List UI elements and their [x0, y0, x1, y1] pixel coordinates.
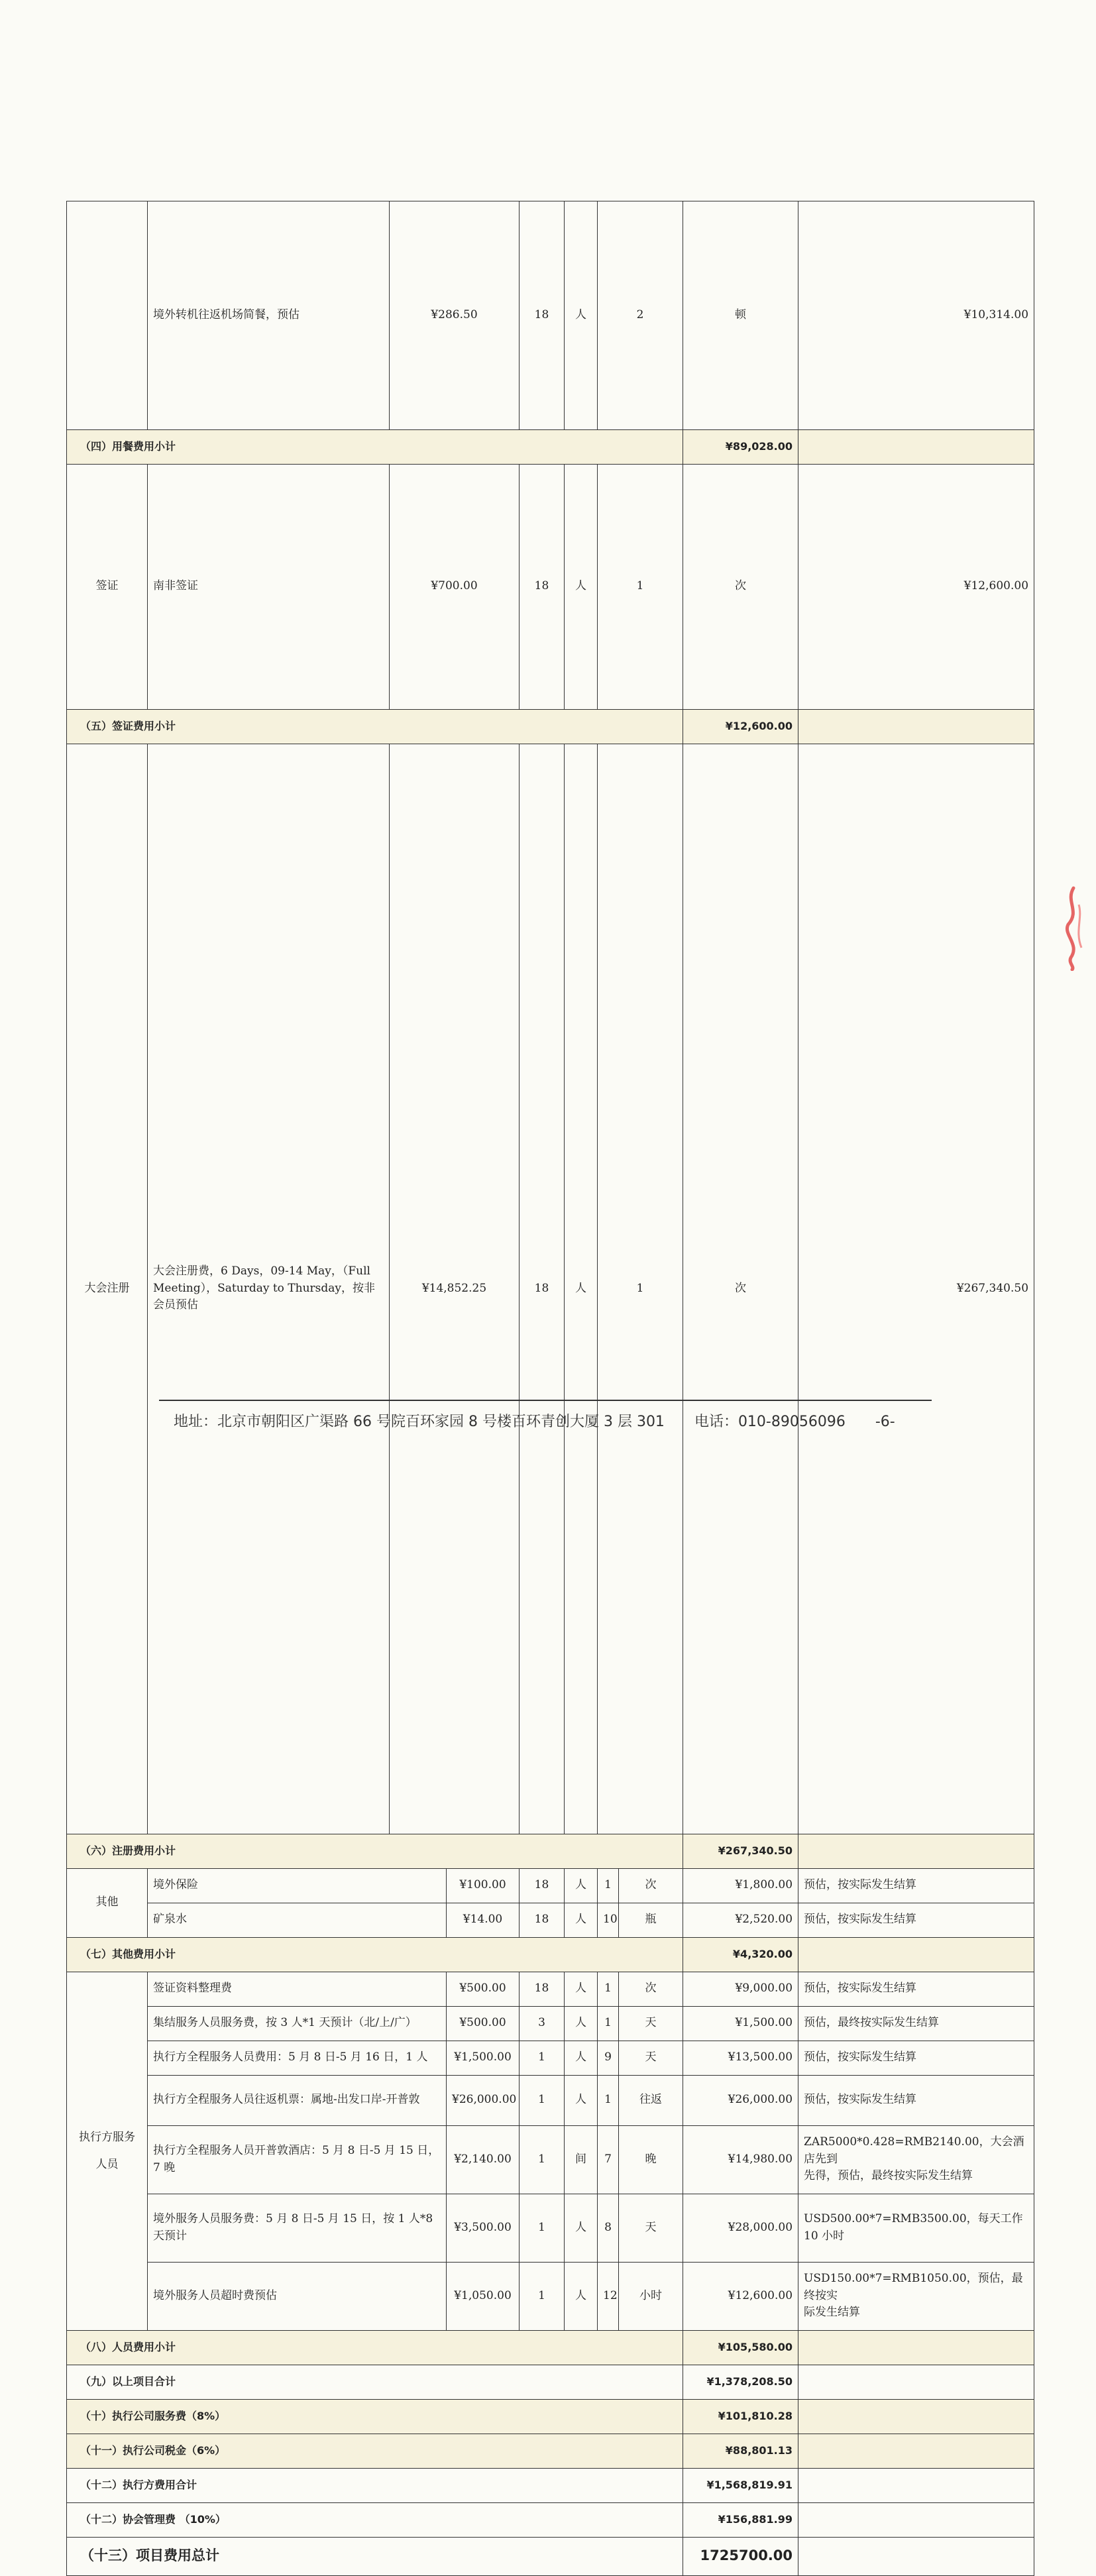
page-footer	[174, 1410, 895, 1431]
item-cell: 矿泉水	[148, 1903, 447, 1937]
total-row	[67, 2468, 1034, 2502]
category-cell: 其他	[67, 1868, 148, 1937]
subtotal-label: （六）注册费用小计	[67, 1834, 683, 1868]
table-row	[67, 2194, 1034, 2262]
unit-cell: 人	[565, 1972, 598, 2006]
empty-cell	[798, 2330, 1034, 2365]
quantity-cell: 3	[520, 2006, 565, 2041]
subtotal-row	[67, 1937, 1034, 1972]
empty-cell	[798, 709, 1034, 744]
unit-price-cell: ¥14.00	[447, 1903, 520, 1937]
unit-cell: 人	[565, 201, 598, 430]
budget-table	[66, 201, 1034, 2576]
unit-price-cell: ¥1,500.00	[447, 2041, 520, 2075]
note-cell	[798, 2262, 1034, 2330]
unit-cell: 天	[619, 2194, 683, 2262]
quantity-cell: 18	[520, 1972, 565, 2006]
count-cell: 9	[598, 2041, 619, 2075]
table-row	[67, 201, 1034, 430]
total-amount: ¥156,881.99	[683, 2502, 798, 2537]
subtotal-amount: ¥267,340.50	[683, 1834, 798, 1868]
item-cell: 境外转机往返机场简餐，预估	[148, 201, 390, 430]
item-line: Meeting），Saturday to Thursday，按非会员预估	[153, 1281, 376, 1312]
unit-cell: 顿	[683, 201, 798, 430]
total-label: （九）以上项目合计	[67, 2365, 683, 2399]
note-cell: 预估，按实际发生结算	[798, 1868, 1034, 1903]
item-cell	[148, 744, 390, 1834]
unit-price-cell: ¥500.00	[447, 2006, 520, 2041]
unit-cell: 人	[565, 2194, 598, 2262]
total-row	[67, 2399, 1034, 2434]
note-cell: USD500.00*7=RMB3500.00，每天工作 10 小时	[798, 2194, 1034, 2262]
quantity-cell: 18	[520, 744, 565, 1834]
count-cell: 12	[598, 2262, 619, 2330]
item-line: 天预计	[153, 2229, 187, 2243]
item-cell: 境外服务人员超时费预估	[148, 2262, 447, 2330]
count-cell: 2	[598, 201, 683, 430]
item-cell: 执行方全程服务人员费用：5 月 8 日-5 月 16 日，1 人	[148, 2041, 447, 2075]
subtotal-row	[67, 2330, 1034, 2365]
item-cell	[148, 2125, 447, 2194]
quantity-cell: 18	[520, 201, 565, 430]
table-row	[67, 744, 1034, 1834]
unit-cell: 间	[565, 2125, 598, 2194]
category-cell: 签证	[67, 464, 148, 709]
quantity-cell: 1	[520, 2075, 565, 2125]
total-amount: ¥88,801.13	[683, 2434, 798, 2468]
amount-cell: ¥10,314.00	[798, 201, 1034, 430]
note-cell	[798, 2125, 1034, 2194]
unit-price-cell: ¥500.00	[447, 1972, 520, 2006]
quantity-cell: 1	[520, 2041, 565, 2075]
note-line: 先得，预估，最终按实际发生结算	[804, 2169, 973, 2183]
total-label: （十一）执行公司税金（6%）	[67, 2434, 683, 2468]
category-cell: 大会注册	[67, 744, 148, 1834]
category-cell	[67, 1972, 148, 2330]
footer-address: 地址：北京市朝阳区广渠路 66 号院百环家园 8 号楼百环青创大厦 3 层 301	[174, 1414, 665, 1430]
amount-cell: ¥14,980.00	[683, 2125, 798, 2194]
table-row	[67, 464, 1034, 709]
empty-cell	[798, 2399, 1034, 2434]
total-label: （十二）协会管理费 （10%）	[67, 2502, 683, 2537]
table-row	[67, 2125, 1034, 2194]
note-cell: 预估，按实际发生结算	[798, 1972, 1034, 2006]
unit-cell: 人	[565, 1868, 598, 1903]
total-row	[67, 2502, 1034, 2537]
count-cell: 8	[598, 2194, 619, 2262]
unit-cell: 人	[565, 2006, 598, 2041]
unit-cell: 人	[565, 464, 598, 709]
count-cell: 10	[598, 1903, 619, 1937]
item-cell: 境外保险	[148, 1868, 447, 1903]
unit-cell: 次	[683, 744, 798, 1834]
unit-cell: 次	[619, 1972, 683, 2006]
unit-cell: 人	[565, 2041, 598, 2075]
red-stamp-mark	[1060, 885, 1087, 971]
subtotal-label: （七）其他费用小计	[67, 1937, 683, 1972]
subtotal-row	[67, 709, 1034, 744]
footer-divider	[159, 1400, 932, 1401]
note-line: USD150.00*7=RMB1050.00，预估，最终按实	[804, 2272, 1023, 2302]
amount-cell: ¥13,500.00	[683, 2041, 798, 2075]
empty-cell	[798, 1834, 1034, 1868]
grand-total-amount: 1725700.00	[683, 2537, 798, 2575]
unit-price-cell: ¥26,000.00	[447, 2075, 520, 2125]
subtotal-amount: ¥4,320.00	[683, 1937, 798, 1972]
unit-cell: 人	[565, 744, 598, 1834]
grand-total-row	[67, 2537, 1034, 2575]
unit-price-cell: ¥100.00	[447, 1868, 520, 1903]
note-line: 际发生结算	[804, 2306, 861, 2320]
table-row	[67, 2041, 1034, 2075]
empty-cell	[798, 429, 1034, 464]
grand-total-label: （十三）项目费用总计	[67, 2537, 683, 2575]
total-label: （十）执行公司服务费（8%）	[67, 2399, 683, 2434]
note-cell: 预估，按实际发生结算	[798, 1903, 1034, 1937]
subtotal-amount: ¥89,028.00	[683, 429, 798, 464]
unit-cell: 往返	[619, 2075, 683, 2125]
unit-cell: 天	[619, 2041, 683, 2075]
unit-cell: 晚	[619, 2125, 683, 2194]
amount-cell: ¥1,800.00	[683, 1868, 798, 1903]
item-line: 执行方全程服务人员开普敦酒店：5 月 8 日-5 月 15 日，	[153, 2144, 440, 2157]
item-line: 境外服务人员服务费：5 月 8 日-5 月 15 日，按 1 人*8	[153, 2212, 433, 2225]
item-cell: 签证资料整理费	[148, 1972, 447, 2006]
quantity-cell: 1	[520, 2262, 565, 2330]
page-number: -6-	[875, 1414, 895, 1430]
quantity-cell: 1	[520, 2194, 565, 2262]
item-cell	[148, 2194, 447, 2262]
subtotal-amount: ¥12,600.00	[683, 709, 798, 744]
empty-cell	[798, 2365, 1034, 2399]
unit-price-cell: ¥2,140.00	[447, 2125, 520, 2194]
count-cell: 7	[598, 2125, 619, 2194]
quantity-cell: 18	[520, 1868, 565, 1903]
empty-cell	[798, 2502, 1034, 2537]
unit-cell: 人	[565, 1903, 598, 1937]
note-cell: 预估，最终按实际发生结算	[798, 2006, 1034, 2041]
item-cell: 执行方全程服务人员往返机票：属地-出发口岸-开普敦	[148, 2075, 447, 2125]
total-row	[67, 2434, 1034, 2468]
subtotal-label: （四）用餐费用小计	[67, 429, 683, 464]
subtotal-row	[67, 429, 1034, 464]
amount-cell: ¥267,340.50	[798, 744, 1034, 1834]
total-amount: ¥1,378,208.50	[683, 2365, 798, 2399]
subtotal-row	[67, 1834, 1034, 1868]
count-cell: 1	[598, 1868, 619, 1903]
amount-cell: ¥28,000.00	[683, 2194, 798, 2262]
table-row	[67, 2075, 1034, 2125]
total-row	[67, 2365, 1034, 2399]
category-line: 执行方服务	[79, 2130, 135, 2144]
amount-cell: ¥9,000.00	[683, 1972, 798, 2006]
unit-cell: 瓶	[619, 1903, 683, 1937]
table-row	[67, 2006, 1034, 2041]
footer-phone: 电话：010-89056096	[694, 1414, 846, 1430]
empty-cell	[798, 2537, 1034, 2575]
category-cell	[67, 201, 148, 430]
subtotal-amount: ¥105,580.00	[683, 2330, 798, 2365]
note-cell: 预估，按实际发生结算	[798, 2075, 1034, 2125]
empty-cell	[798, 2434, 1034, 2468]
table-row	[67, 1868, 1034, 1903]
amount-cell: ¥12,600.00	[798, 464, 1034, 709]
total-amount: ¥1,568,819.91	[683, 2468, 798, 2502]
unit-price-cell: ¥1,050.00	[447, 2262, 520, 2330]
unit-price-cell: ¥3,500.00	[447, 2194, 520, 2262]
count-cell: 1	[598, 1972, 619, 2006]
item-cell: 南非签证	[148, 464, 390, 709]
table-row	[67, 1903, 1034, 1937]
unit-cell: 小时	[619, 2262, 683, 2330]
unit-price-cell: ¥286.50	[390, 201, 520, 430]
quantity-cell: 18	[520, 464, 565, 709]
category-line: 人员	[95, 2157, 119, 2171]
quantity-cell: 1	[520, 2125, 565, 2194]
table-row	[67, 2262, 1034, 2330]
unit-cell: 人	[565, 2075, 598, 2125]
amount-cell: ¥1,500.00	[683, 2006, 798, 2041]
count-cell: 1	[598, 2075, 619, 2125]
subtotal-label: （五）签证费用小计	[67, 709, 683, 744]
total-label: （十二）执行方费用合计	[67, 2468, 683, 2502]
note-cell: 预估，按实际发生结算	[798, 2041, 1034, 2075]
amount-cell: ¥2,520.00	[683, 1903, 798, 1937]
unit-cell: 天	[619, 2006, 683, 2041]
count-cell: 1	[598, 744, 683, 1834]
table-row	[67, 1972, 1034, 2006]
unit-cell: 次	[683, 464, 798, 709]
count-cell: 1	[598, 2006, 619, 2041]
unit-price-cell: ¥700.00	[390, 464, 520, 709]
total-amount: ¥101,810.28	[683, 2399, 798, 2434]
unit-cell: 人	[565, 2262, 598, 2330]
amount-cell: ¥12,600.00	[683, 2262, 798, 2330]
note-line: ZAR5000*0.428=RMB2140.00，大会酒店先到	[804, 2135, 1024, 2166]
count-cell: 1	[598, 464, 683, 709]
empty-cell	[798, 2468, 1034, 2502]
quantity-cell: 18	[520, 1903, 565, 1937]
budget-table-wrapper	[66, 201, 1034, 2576]
item-line: 7 晚	[153, 2160, 176, 2174]
empty-cell	[798, 1937, 1034, 1972]
unit-price-cell: ¥14,852.25	[390, 744, 520, 1834]
item-cell: 集结服务人员服务费，按 3 人*1 天预计（北/上/广）	[148, 2006, 447, 2041]
amount-cell: ¥26,000.00	[683, 2075, 798, 2125]
item-line: 大会注册费，6 Days，09-14 May，（Full	[153, 1264, 370, 1278]
subtotal-label: （八）人员费用小计	[67, 2330, 683, 2365]
unit-cell: 次	[619, 1868, 683, 1903]
